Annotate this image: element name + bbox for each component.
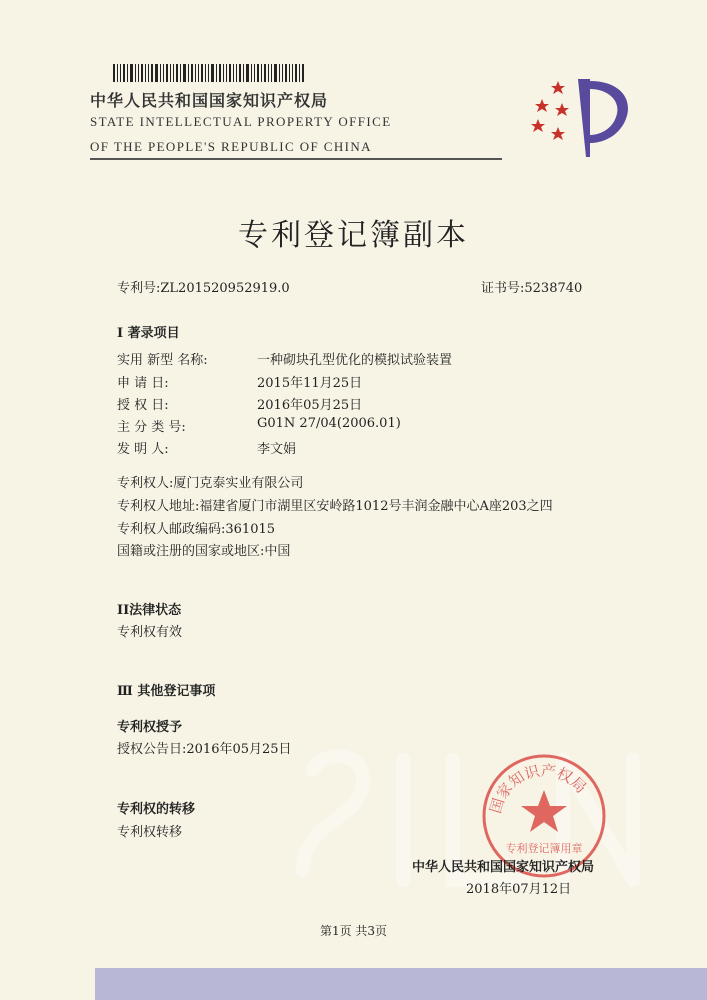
field-value: 一种砌块孔型优化的模拟试验装置 bbox=[257, 353, 453, 368]
holder-address: 专利权人地址:福建省厦门市湖里区安岭路1012号丰润金融中心A座203之四 bbox=[117, 499, 553, 514]
barcode-bar bbox=[216, 64, 217, 82]
barcode-bar bbox=[289, 64, 290, 82]
barcode-bar bbox=[246, 64, 249, 82]
barcode-bar bbox=[254, 64, 255, 82]
field-row bbox=[117, 394, 362, 413]
field-row bbox=[117, 438, 296, 457]
barcode-bar bbox=[226, 64, 227, 82]
barcode-bar bbox=[145, 64, 146, 82]
barcode-bar bbox=[285, 64, 287, 82]
field-label: 发 明 人: bbox=[117, 442, 169, 457]
barcode-bar bbox=[205, 64, 206, 82]
barcode-bar bbox=[188, 64, 189, 82]
barcode-bar bbox=[208, 64, 209, 82]
barcode-bar bbox=[151, 64, 153, 82]
office-name-cn: 中华人民共和国国家知识产权局 bbox=[90, 91, 329, 110]
barcode-bar bbox=[155, 64, 158, 82]
field-row bbox=[117, 372, 362, 391]
barcode-bar bbox=[302, 64, 304, 82]
barcode-bar bbox=[264, 64, 266, 82]
barcode-bar bbox=[176, 64, 178, 82]
field-value: G01N 27/04(2006.01) bbox=[257, 416, 401, 431]
barcode-bar bbox=[148, 64, 149, 82]
barcode-bar bbox=[279, 64, 280, 82]
barcode-bar bbox=[257, 64, 259, 82]
barcode-bar bbox=[299, 64, 300, 82]
barcode-bar bbox=[274, 64, 277, 82]
barcode-bar bbox=[295, 64, 297, 82]
barcode-bar bbox=[198, 64, 199, 82]
barcode-bar bbox=[138, 64, 139, 82]
bottom-color-band bbox=[95, 968, 707, 1000]
holder-postcode: 专利权人邮政编码:361015 bbox=[117, 522, 276, 537]
legal-status: 专利权有效 bbox=[117, 625, 183, 640]
certificate-number: 证书号:5238740 bbox=[481, 281, 583, 296]
field-row bbox=[117, 416, 401, 435]
page-indicator: 第1页 共3页 bbox=[319, 924, 388, 938]
barcode-bar bbox=[191, 64, 193, 82]
barcode-bar bbox=[229, 64, 231, 82]
section1-heading: I 著录项目 bbox=[117, 326, 180, 341]
stamp-subtext: 专利登记簿用章 bbox=[505, 842, 583, 855]
field-label: 授 权 日: bbox=[117, 398, 169, 413]
field-value: 2016年05月25日 bbox=[257, 398, 363, 413]
barcode-bar bbox=[135, 64, 136, 82]
section3-heading: Ⅲ 其他登记事项 bbox=[117, 684, 216, 699]
document-title: 专利登记簿副本 bbox=[238, 218, 469, 253]
barcode-bar bbox=[236, 64, 237, 82]
barcode-bar bbox=[261, 64, 262, 82]
barcode-bar bbox=[130, 64, 133, 82]
holder-country: 国籍或注册的国家或地区:中国 bbox=[117, 544, 291, 559]
barcode-bar bbox=[170, 64, 171, 82]
barcode-bar bbox=[173, 64, 174, 82]
barcode-bar bbox=[251, 64, 252, 82]
header-divider bbox=[90, 158, 502, 160]
barcode-bar bbox=[219, 64, 221, 82]
transfer-text: 专利权转移 bbox=[117, 825, 183, 840]
sipo-logo-icon bbox=[528, 73, 638, 163]
barcode-bar bbox=[183, 64, 186, 82]
office-name-en-line2: OF THE PEOPLE'S REPUBLIC OF CHINA bbox=[90, 139, 372, 154]
stamp-text: 国家知识产权局 bbox=[486, 761, 591, 816]
field-label: 主 分 类 号: bbox=[117, 420, 186, 435]
field-row bbox=[117, 349, 452, 368]
barcode-bar bbox=[243, 64, 244, 82]
barcode-bar bbox=[166, 64, 168, 82]
barcode bbox=[113, 64, 312, 82]
barcode-bar bbox=[160, 64, 161, 82]
barcode-bar bbox=[211, 64, 214, 82]
section2-heading: II法律状态 bbox=[117, 603, 182, 618]
field-label: 实用 新型 名称: bbox=[117, 353, 208, 368]
field-value: 2015年11月25日 bbox=[257, 376, 363, 391]
transfer-heading: 专利权的转移 bbox=[117, 802, 196, 817]
barcode-bar bbox=[120, 64, 121, 82]
barcode-bar bbox=[239, 64, 241, 82]
grant-heading: 专利权授予 bbox=[117, 720, 183, 735]
barcode-bar bbox=[292, 64, 293, 82]
issuing-authority: 中华人民共和国国家知识产权局 bbox=[412, 860, 595, 875]
barcode-bar bbox=[141, 64, 143, 82]
barcode-bar bbox=[282, 64, 283, 82]
field-value: 李文娟 bbox=[257, 442, 297, 457]
office-name-en-line1: STATE INTELLECTUAL PROPERTY OFFICE bbox=[90, 114, 392, 129]
barcode-bar bbox=[201, 64, 203, 82]
barcode-bar bbox=[117, 64, 118, 82]
barcode-bar bbox=[127, 64, 128, 82]
grant-date: 授权公告日:2016年05月25日 bbox=[117, 742, 292, 757]
barcode-bar bbox=[180, 64, 181, 82]
field-label: 申 请 日: bbox=[117, 376, 169, 391]
barcode-bar bbox=[271, 64, 272, 82]
patent-holder: 专利权人:厦门克泰实业有限公司 bbox=[117, 476, 304, 491]
barcode-bar bbox=[123, 64, 125, 82]
barcode-bar bbox=[195, 64, 196, 82]
barcode-bar bbox=[163, 64, 164, 82]
barcode-bar bbox=[223, 64, 224, 82]
barcode-bar bbox=[233, 64, 234, 82]
barcode-bar bbox=[113, 64, 115, 82]
patent-number: 专利号:ZL201520952919.0 bbox=[117, 281, 290, 296]
issue-date: 2018年07月12日 bbox=[466, 882, 572, 897]
barcode-bar bbox=[268, 64, 269, 82]
